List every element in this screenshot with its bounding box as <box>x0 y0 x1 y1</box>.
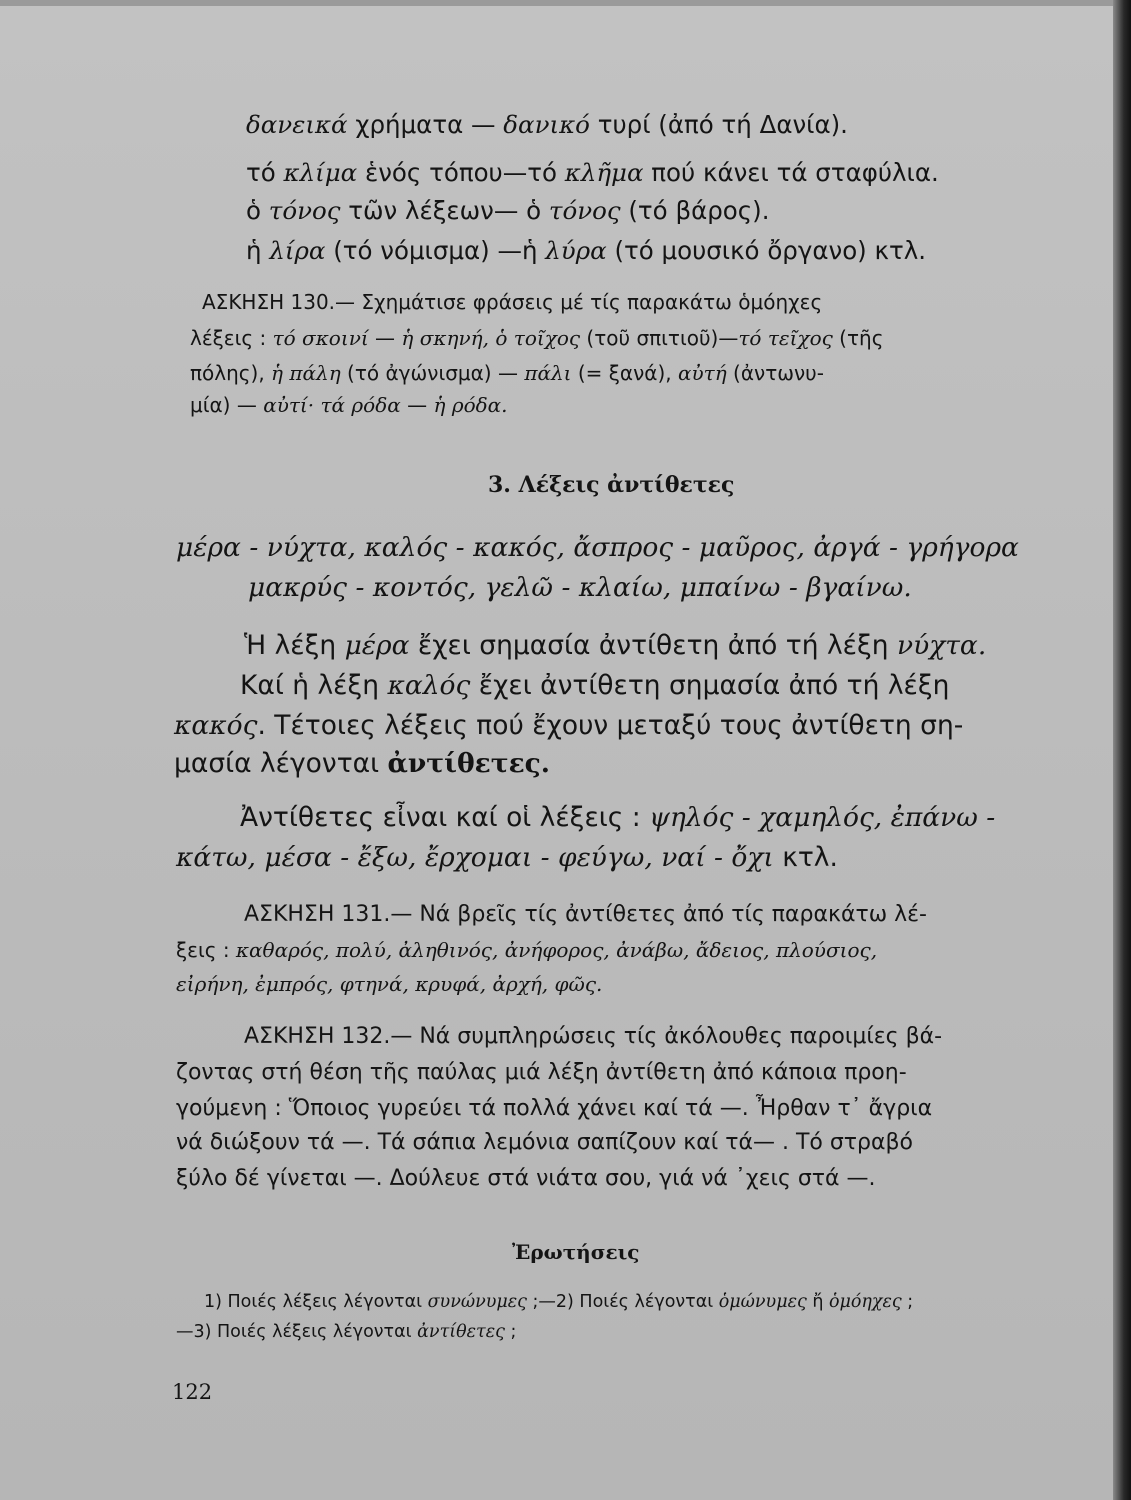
text: (τό βάρος). <box>620 196 770 225</box>
italic-word: αὐτί· τά ρόδα <box>263 393 401 417</box>
italic-word: συνώνυμες <box>427 1292 527 1312</box>
exercise-132-line-2: ζοντας στή θέση τῆς παύλας μιά λέξη ἀντίθετη ἀπό κάποια προη- <box>176 1060 907 1085</box>
homonym-line-4 <box>246 236 926 265</box>
italic-word: λίρα <box>269 236 326 265</box>
text: ξεις : <box>176 938 236 962</box>
italic-word: ἡ πάλη <box>271 361 341 385</box>
antonyms-more-line-2 <box>176 842 838 873</box>
exercise-132-line-5: ξύλο δέ γίνεται —. Δούλευε στά νιάτα σου, γιά νά ᾿χεις στά —. <box>176 1166 876 1191</box>
italic-word: κλίμα <box>283 158 358 187</box>
text: (τό νόμισμα) —ἡ <box>325 236 546 265</box>
paragraph-line-2 <box>240 670 949 701</box>
bold-term: ἀντίθετες. <box>387 748 551 779</box>
exercise-130-line-3 <box>190 361 824 385</box>
exercise-132-line-3: γούμενη : Ὅποιος γυρεύει τά πολλά χάνει καί τά —. Ἦρθαν τ᾿ ἄγρια <box>176 1096 933 1121</box>
text: ;—2) Ποιές λέγονται <box>526 1292 719 1312</box>
italic-word: τόνος <box>548 196 621 225</box>
exercise-130-line-2 <box>190 326 883 350</box>
paragraph-line-4 <box>174 748 550 779</box>
text: τυρί (ἀπό τή Δανία). <box>589 110 848 139</box>
text: — <box>400 393 434 417</box>
text: τό <box>246 158 284 187</box>
italic-word: μέρα <box>344 630 410 661</box>
text: τῶν λέξεων— ὁ <box>340 196 549 225</box>
text: (ἀντωνυ- <box>726 361 824 385</box>
italic-word: αὐτή <box>677 361 727 385</box>
italic-word: καθαρός, πολύ, ἀληθινός, ἀνήφορος, ἀνάβω, ἄδειος, πλούσιος, <box>235 938 878 962</box>
italic-word: ἡ σκηνή, ὁ τοῖχος <box>401 326 581 350</box>
text: Καί ἡ λέξη <box>240 670 388 701</box>
homonym-line-3 <box>246 196 770 225</box>
text: ἑνός τόπου—τό <box>357 158 565 187</box>
book-spine-shadow <box>1113 0 1131 1500</box>
exercise-131-line-2 <box>176 938 877 962</box>
text: 1) Ποιές λέξεις λέγονται <box>204 1292 428 1312</box>
antonyms-line-2: μακρύς - κοντός, γελῶ - κλαίω, μπαίνω - βγαίνω. <box>248 572 912 603</box>
text: ; <box>504 1322 517 1342</box>
text: λέξεις : <box>190 326 273 350</box>
questions-heading: Ἐρωτήσεις <box>512 1240 640 1264</box>
exercise-130-line-4 <box>190 393 508 417</box>
text: πού κάνει τά σταφύλια. <box>643 158 939 187</box>
text: Ἡ λέξη <box>244 630 345 661</box>
text: ἤ <box>806 1292 829 1312</box>
text: ὁ <box>246 196 269 225</box>
text: κτλ. <box>773 842 838 873</box>
text: (τό μουσικό ὄργανο) κτλ. <box>606 236 927 265</box>
questions-line-2 <box>176 1322 516 1342</box>
text: —3) Ποιές λέξεις λέγονται <box>176 1322 418 1342</box>
questions-line-1 <box>204 1292 913 1312</box>
italic-word: πάλι <box>524 361 572 385</box>
italic-word: κακός <box>174 710 258 741</box>
italic-word: κλῆμα <box>564 158 644 187</box>
homonym-line-2 <box>246 158 939 187</box>
italic-word: λύρα <box>545 236 607 265</box>
exercise-132-line-1: ΑΣΚΗΣΗ 132.— Νά συμπληρώσεις τίς ἀκόλουθες παροιμίες βά- <box>244 1024 943 1049</box>
text: ; <box>901 1292 914 1312</box>
text: πόλης), <box>190 361 272 385</box>
exercise-132-line-4: νά διώξουν τά —. Τά σάπια λεμόνια σαπίζουν καί τά— . Τό στραβό <box>176 1130 913 1155</box>
text: . Τέτοιες λέξεις πού ἔχουν μεταξύ τους ἀντίθετη ση- <box>257 710 964 741</box>
exercise-130-line-1: ΑΣΚΗΣΗ 130.— Σχημάτισε φράσεις μέ τίς παρακάτω ὁμόηχες <box>202 290 823 314</box>
text: Ἀντίθετες εἶναι καί οἱ λέξεις : <box>240 802 650 833</box>
italic-word: ὁμώνυμες <box>718 1292 807 1312</box>
italic-word: ἀντίθετες <box>417 1322 505 1342</box>
italic-word: καλός <box>387 670 471 701</box>
text: μασία λέγονται <box>174 748 388 779</box>
italic-word: τό τεῖχος <box>738 326 833 350</box>
text: (τοῦ σπιτιοῦ)— <box>580 326 739 350</box>
italic-word: κάτω, μέσα - ἔξω, ἔρχομαι - φεύγω, ναί - ὄχι <box>176 842 774 873</box>
italic-word: τό σκοινί <box>272 326 369 350</box>
paragraph-line-1 <box>244 630 986 661</box>
exercise-131-line-3: εἰρήνη, ἐμπρός, φτηνά, κρυφά, ἀρχή, φῶς. <box>176 972 603 996</box>
page-number: 122 <box>172 1380 213 1404</box>
italic-word: τόνος <box>268 196 341 225</box>
text: (= ξανά), <box>571 361 678 385</box>
text: (τῆς <box>832 326 884 350</box>
section-3-heading: 3. Λέξεις ἀντίθετες <box>488 472 735 498</box>
text: μία) — <box>190 393 264 417</box>
italic-word: ὁμόηχες <box>828 1292 902 1312</box>
italic-word: ἡ ρόδα. <box>433 393 508 417</box>
italic-word: ψηλός - χαμηλός, ἐπάνω - <box>649 802 996 833</box>
italic-word: δανικό <box>503 110 590 139</box>
text: (τό ἀγώνισμα) — <box>340 361 525 385</box>
italic-word: δανεικά <box>246 110 348 139</box>
text: ἡ <box>246 236 270 265</box>
text: — <box>368 326 402 350</box>
exercise-131-line-1: ΑΣΚΗΣΗ 131.— Νά βρεῖς τίς ἀντίθετες ἀπό τίς παρακάτω λέ- <box>244 902 927 927</box>
page-top-edge <box>0 0 1131 6</box>
antonyms-line-1: μέρα - νύχτα, καλός - κακός, ἄσπρος - μαῦρος, ἀργά - γρήγορα <box>176 532 1019 563</box>
homonym-line-1 <box>246 110 848 139</box>
paragraph-line-3 <box>174 710 963 741</box>
antonyms-more-line-1 <box>240 802 995 833</box>
text: ἔχει σημασία ἀντίθετη ἀπό τή λέξη <box>409 630 897 661</box>
italic-word: νύχτα. <box>896 630 987 661</box>
text: ἔχει ἀντίθετη σημασία ἀπό τή λέξη <box>470 670 950 701</box>
text: χρήματα — <box>347 110 504 139</box>
